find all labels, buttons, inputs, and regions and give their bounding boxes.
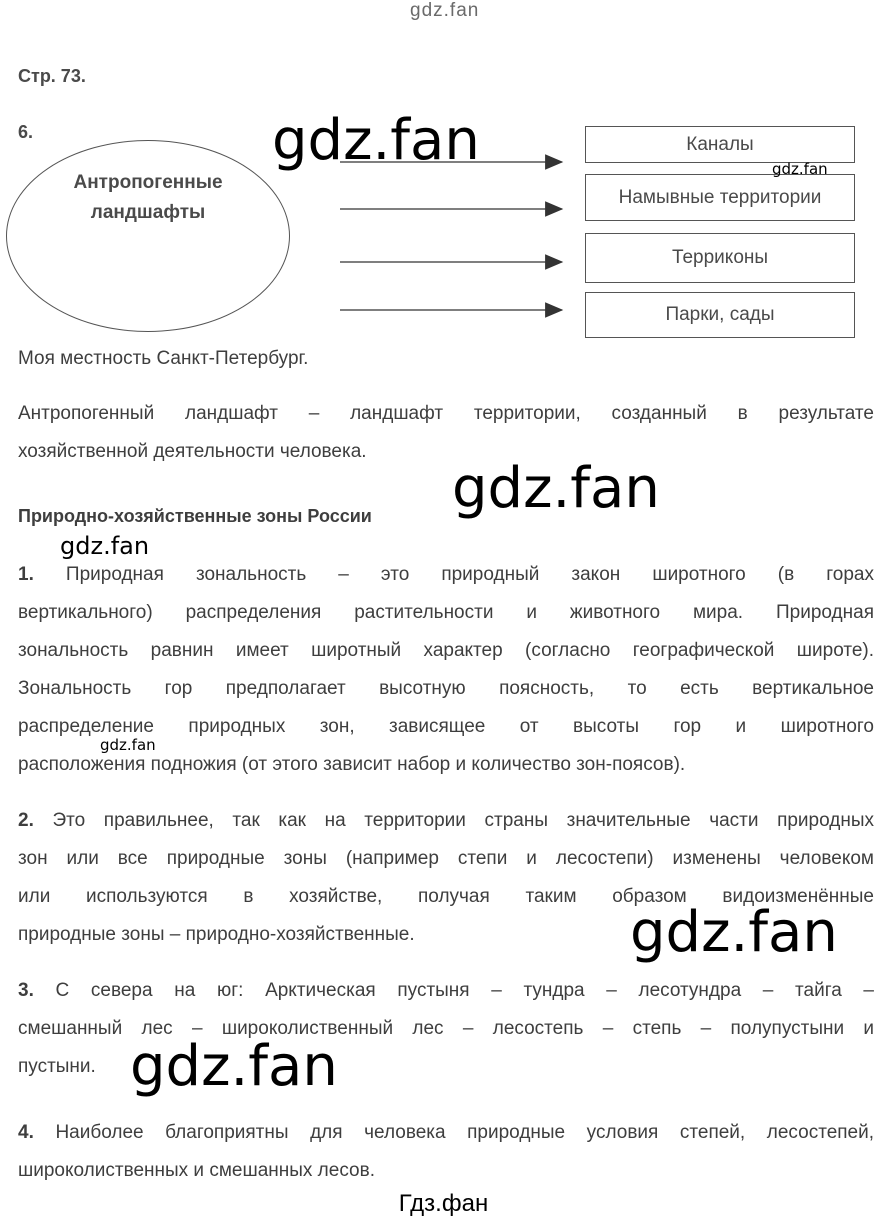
diagram-box-spoil-heaps: Терриконы (585, 233, 855, 283)
answer-number: 1. (18, 564, 34, 585)
diagram-box-parks: Парки, сады (585, 292, 855, 338)
answer-line: С севера на юг: Арктическая пустыня – тундра – лесотундра – тайга – (55, 980, 875, 1001)
answer-line: расположения подножия (от этого зависит набор и количество зон-поясов). (18, 754, 686, 775)
diagram-box-canals: Каналы (585, 126, 855, 163)
answer-line: распределение природных зон, зависящее от высоты гор и широтного (18, 716, 874, 737)
footer-site-name: Гдз.фан (398, 1190, 489, 1217)
watermark-top: gdz.fan (410, 0, 480, 21)
answer-line: вертикального) распределения растительности и животного мира. Природная (18, 602, 874, 623)
watermark: gdz.fan (100, 736, 156, 754)
answer-number: 3. (18, 980, 34, 1001)
answer-4 (18, 1114, 874, 1190)
answer-line: пустыни. (18, 1056, 96, 1077)
definition-paragraph (18, 395, 874, 471)
watermark: gdz.fan (272, 108, 480, 173)
answer-line: Наиболее благоприятны для человека природные условия степей, лесостепей, (55, 1122, 875, 1143)
locality-text: Моя местность Санкт-Петербург. (18, 348, 309, 369)
answer-number: 4. (18, 1122, 34, 1143)
task-number: 6. (18, 122, 34, 142)
answer-line: зон или все природные зоны (например степи и лесостепи) изменены человеком (18, 848, 874, 869)
answer-line: или используются в хозяйстве, получая таким образом видоизменённые (18, 886, 874, 907)
watermark: gdz.fan (452, 456, 660, 521)
definition-line: хозяйственной деятельности человека. (18, 441, 367, 462)
answer-line: Природная зональность – это природный закон широтного (в горах (65, 564, 874, 585)
section-title: Природно-хозяйственные зоны России (18, 506, 372, 526)
answer-line: широколиственных и смешанных лесов. (18, 1160, 375, 1181)
watermark: gdz.fan (630, 900, 838, 965)
answer-line: смешанный лес – широколиственный лес – лесостепь – степь – полупустыни и (18, 1018, 874, 1039)
answer-number: 2. (18, 810, 34, 831)
answer-line: Зональность гор предполагает высотную поясность, то есть вертикальное (18, 678, 874, 699)
answer-line: зональность равнин имеет широтный характер (согласно географической широте). (18, 640, 874, 661)
definition-line: Антропогенный ландшафт – ландшафт территории, созданный в результате (18, 403, 874, 424)
answer-line: природные зоны – природно-хозяйственные. (18, 924, 415, 945)
watermark: gdz.fan (130, 1034, 338, 1099)
page-label: Стр. 73. (18, 66, 86, 86)
watermark: gdz.fan (772, 160, 828, 178)
answer-line: Это правильнее, так как на территории страны значительные части природных (52, 810, 875, 831)
diagram-center-label: Антропогенные ландшафты (73, 172, 223, 223)
diagram-box-alluvial: Намывные территории (585, 174, 855, 221)
watermark: gdz.fan (60, 532, 150, 560)
